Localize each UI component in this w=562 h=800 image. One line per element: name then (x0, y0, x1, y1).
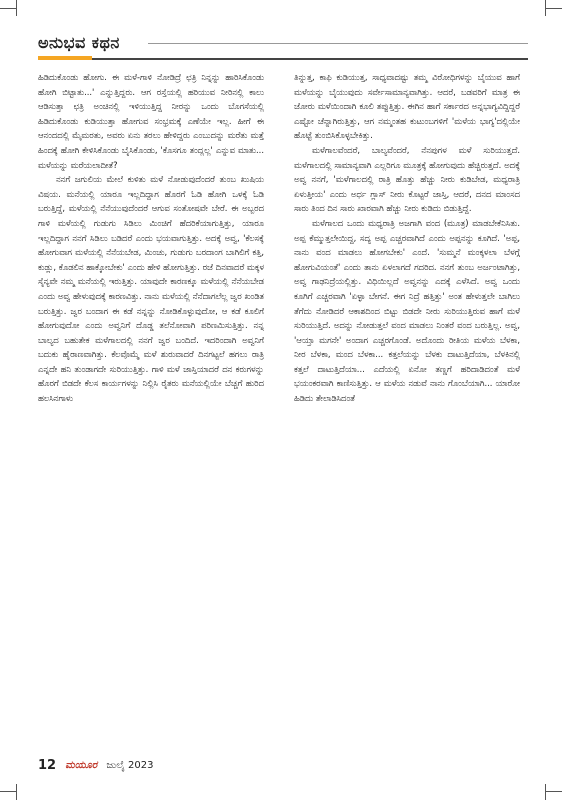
crop-mark (546, 791, 562, 792)
paragraph: ಮಳೆಗಾಲದ ಒಂದು ಮಧ್ಯರಾತ್ರಿ ಅಜಗಾಗಿ ವಂದ (ಮೂತ್ರ) ಮಾಡಬೇಕೆನಿಸಿತು. ಅಪ್ಪ ಕೆಮ್ಮುತ್ತಲೇಯಿದ್ದ, ಸದ್ಯ ಅಪ್ಪ ಎಚ್ಚರವಾಗಿದೆ ಎಂದು ಅಪ್ಪನನ್ನು ಕೂಗಿದೆ. 'ಅಪ್ಪ, ನಾನು ವಂದ ಮಾಡಲು ಹೋಗಬೇಕು' ಎಂದೆ. 'ಸುಮ್ಮನೆ ಮಂಕ್ಕಳಲಾ ಬೆಳಗ್ಗೆ ಹೋಗುವಿಯಂತೆ' ಎಂದು ತಾನು ಏಳಲಾಗದೆ ಗದರಿದ. ನನಗೆ ತುಂಬ ಅರ್ಜಂಟಾಗಿತ್ತು, ಅವ್ವ ಗಾಢನಿದ್ರೆಯಲ್ಲಿತ್ತು. ವಿಧಿಯಿಲ್ಲದೆ ಅವ್ವನನ್ನು ಎದಕ್ಕೆ ಎಳೆಸಿದೆ. ಅವ್ವ ಒಂದು ಕೂಗಿಗೆ ಎಚ್ಚರವಾಗಿ 'ಏಳ್ಳಾ ಬೇಗನೆ. ಈಗ ನಿದ್ರೆ ಹತ್ತಿತ್ತು' ಅಂತ ಹೇಳುತ್ತಲೇ ಬಾಗಿಲು ತೆಗೆದು ನೋಡಿದರೆ ಆಕಾಶದಿಂದ ಬಿಟ್ಟು ಬಿಡದೇ ನೀರು ಸುರಿಯುತ್ತಿರುವ ಹಾಗೆ ಮಳೆ ಸುರಿಯುತ್ತಿದೆ. ಅದನ್ನು ನೋಡುತ್ತಲೆ ವಂದ ಮಾಡಲು ನಿಂತರೆ ವಂದ ಬರುತ್ತಿಲ್ಲ. ಅವ್ವ, 'ಆಯ್ತಾ ಮಗನೇ' ಅಂದಾಗ ಎಚ್ಚರಗೊಂಡೆ. ಅದೊಂದು ರೀತಿಯ ಮಳೆಯ ಬೆಳಕಾ, ನೀರ ಬೆಳಕಾ, ಮಂದ ಬೆಳಕಾ... ಕತ್ತಲೆಯನ್ನು ಬೆಳಕು ದಾಟುತ್ತಿದೆಯಾ, ಬೆಳಕಿನಲ್ಲಿ ಕತ್ತಲೆ ದಾಟುತ್ತಿದೆಯಾ... ಎದೆಯಲ್ಲಿ ಏನೋ ತಣ್ಣಗೆ ಹರಿದಾಡಿದಂತೆ ಮಳೆ ಭಯಂಕರವಾಗಿ ಕಾಣಿಸುತ್ತಿತ್ತು. ಆ ಮಳೆಯ ನಡುವೆ ನಾನು ಗೊಂಬೆಯಾಗಿ... ಯಾರೋ ಹಿಡಿದು ತೇಲಾಡಿಸಿದಂತೆ (294, 217, 520, 404)
section-title: ಅನುಭವ ಕಥನ (38, 33, 120, 52)
paragraph: ಮಳೆಗಾಲವೆಂದರೆ, ಬಾಲ್ಯವೆಂದರೆ, ನೆನಪುಗಳ ಮಳೆ ಸುರಿಯುತ್ತದೆ. ಮಳೆಗಾಲದಲ್ಲಿ ಸಾಮಾನ್ಯವಾಗಿ ಎಲ್ಲರಿಗೂ ಮೂತ್ರಕ್ಕೆ ಹೋಗುವುದು ಹೆಚ್ಚಿರುತ್ತದೆ. ಅದಕ್ಕೆ ಅವ್ವ ನನಗೆ, 'ಮಳೆಗಾಲದಲ್ಲಿ ರಾತ್ರಿ ಹೊತ್ತು ಹೆಚ್ಚು ನೀರು ಕುಡಿಬೇಡ, ಮಧ್ಯರಾತ್ರಿ ಏಳುತ್ತೀಯ' ಎಂದು ಅರ್ಧ ಗ್ಲಾಸ್ ನೀರು ಕೊಟ್ಟರೆ ಜಾಸ್ತಿ, ಆದರೆ, ದನದ ಮಾಂಸದ ಸಾರು ತಿಂದ ದಿನ ಸಾರು ಖಾರವಾಗಿ ಹೆಚ್ಚು ನೀರು ಕುಡಿದು ಬಿಡುತ್ತಿದ್ದೆ. (294, 144, 520, 214)
crop-mark (0, 8, 16, 9)
crop-mark (0, 791, 16, 792)
article-column-right (294, 70, 520, 742)
article-column-left (38, 70, 264, 742)
header-accent-bar (38, 56, 92, 60)
issue-date: ಜುಲೈ 2023 (106, 760, 154, 771)
page-footer (38, 758, 238, 778)
paragraph: ತಿನ್ನುತ್ತ, ಕಾಫಿ ಕುಡಿಯುತ್ತ, ಸಾಧ್ಯವಾದಷ್ಟು ತಮ್ಮ ವಿರೋಧಿಗಳನ್ನು ಬೈಯುವ ಹಾಗೆ ಮಳೆಯನ್ನು ಬೈಯುವುದು ಸರ್ವೇಸಾಮಾನ್ಯವಾಗಿತ್ತು. ಆದರೆ, ಬಡವರಿಗೆ ಮಾತ್ರ ಈ ಜೋರು ಮಳೆಯಿಂದಾಗಿ ಕೂಲಿ ತಪ್ಪುತ್ತಿತ್ತು. ಈಗಿನ ಹಾಗೆ ಸರ್ಕಾರದ ಅನ್ನಭಾಗ್ಯವಿದ್ದಿದ್ದರೆ ಎಷ್ಟೋ ಚೆನ್ನಾಗಿರುತ್ತಿತ್ತು, ಆಗ ನಮ್ಮಂತಹ ಕುಟುಂಬಗಳಿಗೆ 'ಮಳೆಯ ಭಾಗ್ಯ'ದಲ್ಲಿಯೇ ಹೊಟ್ಟೆ ತುಂಬಿಸಿಕೊಳ್ಳಬೇಕಿತ್ತು. (294, 72, 520, 141)
crop-mark (16, 784, 17, 800)
magazine-logo: ಮಯೂರ (65, 760, 98, 771)
header-divider (148, 43, 528, 44)
section-header (38, 30, 528, 60)
header-underline (38, 58, 528, 60)
page-number: 12 (38, 758, 57, 773)
crop-mark (546, 8, 562, 9)
crop-mark (16, 0, 17, 16)
paragraph: ನನಗೆ ಜಗುಲಿಯ ಮೇಲೆ ಕುಳಿತು ಮಳೆ ನೋಡುವುದೆಂದರೆ ತುಂಬ ಖುಷಿಯ ವಿಷಯ. ಮನೆಯಲ್ಲಿ ಯಾರೂ ಇಲ್ಲದಿದ್ದಾಗ ಹೊರಗೆ ಓಡಿ ಹೋಗಿ ಒಳಕ್ಕೆ ಓಡಿ ಬರುತ್ತಿದ್ದೆ, ಮಳೆಯಲ್ಲಿ ನೆನೆಯುವುದೆಂದರೆ ಆಗುವ ಸಂತೋಷವೇ ಬೇರೆ. ಈ ಅಬ್ಬರದ ಗಾಳಿ ಮಳೆಯಲ್ಲಿ ಗುಡುಗು ಸಿಡಿಲು ಮಿಂಚಿಗೆ ಹೆದರಿಕೆಯಾಗುತ್ತಿತ್ತು, ಯಾರೂ ಇಲ್ಲದಿದ್ದಾಗ ನನಗೆ ಸಿಡಿಲು ಬಡಿದರೆ ಎಂದು ಭಯವಾಗುತ್ತಿತ್ತು. ಅದಕ್ಕೆ ಅವ್ವ, 'ಕೆಲಸಕ್ಕೆ ಹೋಗುವಾಗ ಮಳೆಯಲ್ಲಿ ನೆನೆಯಬೇಡ, ಮಿಂಚು, ಗುಡುಗು ಬರದಾಂಗ ಬಾಗಿಲಿಗೆ ಕತ್ತಿ, ಕುಡ್ಲು, ಕೊಡಲಿನ ಹಾಕ್ಕೋಬೇಕು' ಎಂದು ಹೇಳಿ ಹೋಗುತ್ತಿತ್ತು. ರಜೆ ದಿನವಾದರೆ ಮಕ್ಕಳ ಸೈನ್ಯವೇ ನಮ್ಮ ಮನೆಯಲ್ಲಿ ಇರುತ್ತಿತ್ತು. ಯಾವುದೇ ಕಾರಣಕ್ಕೂ ಮಳೆಯಲ್ಲಿ ನೆನೆಯಬೇಡ ಎಂದು ಅವ್ವ ಹೇಳುವುದಕ್ಕೆ ಕಾರಣವಿತ್ತು. ನಾನು ಮಳೆಯಲ್ಲಿ ನೆನೆದಾಗಲೆಲ್ಲ ಜ್ವರ ಖಂಡಿತ ಬರುತ್ತಿತ್ತು. ಜ್ವರ ಬಂದಾಗ ಈ ಕಡೆ ನನ್ನನ್ನು ನೋಡಿಕೊಳ್ಳುವುದೋ, ಆ ಕಡೆ ಕೂಲಿಗೆ ಹೋಗುವುದೋ ಎಂದು ಅವ್ವನಿಗೆ ದೊಡ್ಡ ತಲೆನೋವಾಗಿ ಪರಿಣಮಿಸುತ್ತಿತ್ತು. ನನ್ನ ಬಾಲ್ಯದ ಬಹುತೇಕ ಮಳೆಗಾಲದಲ್ಲಿ ನನಗೆ ಜ್ವರ ಬಂದಿದೆ. ಇದರಿಂದಾಗಿ ಅವ್ವನಿಗೆ ಬದುಕು ಹೈರಾಣವಾಗಿತ್ತು. ಕೆಲವೊಮ್ಮೆ ಮಳೆ ಶುರುವಾದರೆ ದಿನಗಟ್ಟಲೆ ಹಗಲು ರಾತ್ರಿ ಎನ್ನದೇ ಹನಿ ತುಂಡಾಗದೇ ಸುರಿಯುತ್ತಿತ್ತು. ಗಾಳಿ ಮಳೆ ಜಾಸ್ತಿಯಾದರೆ ದನ ಕರುಗಳನ್ನು ಹೊರಗೆ ಬಿಡದೇ ಕೆಲಸ ಕಾರ್ಯಗಳನ್ನು ನಿಲ್ಲಿಸಿ ರೈತರು ಮನೆಯಲ್ಲಿಯೇ ಬೆಚ್ಚಗೆ ಹುರಿದ ಹಲಸಿನಗಾಳು (38, 174, 264, 404)
crop-mark (545, 784, 546, 800)
crop-mark (545, 0, 546, 16)
paragraph: ಹಿಡಿದುಕೊಂಡು ಹೋಗು. ಈ ಮಳೆ-ಗಾಳಿ ನೋಡಿದ್ರೆ ಛತ್ರಿ ನಿನ್ನನ್ನು ಹಾರಿಸಿಕೊಂಡು ಹೋಗಿ ಬಿಟ್ಟಾತು...' ಎನ್ನುತ್ತಿದ್ದರು. ಆಗ ರಸ್ತೆಯಲ್ಲಿ ಹರಿಯುವ ನೀರಿನಲ್ಲಿ ಕಾಲು ಆಡಿಸುತ್ತಾ ಛತ್ರಿ ಅಂಚಿನಲ್ಲಿ ಇಳಿಯುತ್ತಿದ್ದ ನೀರನ್ನು ಒಂದು ಬೊಗಸೆಯಲ್ಲಿ ಹಿಡಿದುಕೊಂಡು ಕುಡಿಯುತ್ತಾ ಹೋಗುವ ಸಂಭ್ರಮಕ್ಕೆ ಎಣೆಯೇ ಇಲ್ಲ. ಹೀಗೆ ಈ ಆನಂದದಲ್ಲಿ ಮೈಮರತು, ಅವರು ಏನು ತರಲು ಹೇಳಿದ್ದರು ಎಂಬುದನ್ನು ಮರೆತು ಮತ್ತೆ ಹಿಂದಕ್ಕೆ ಹೋಗಿ ಕೇಳಿಸಿಕೊಂಡು ಬೈಸಿಕೊಂಡು, 'ಕೊಸಗೂ ತಂದ್ಲಲ್ಲ' ಎನ್ನುವ ಮಾತು... ಮಳೆಯನ್ನು ಮರೆಯಲಾದೀತೆ? (38, 72, 264, 170)
